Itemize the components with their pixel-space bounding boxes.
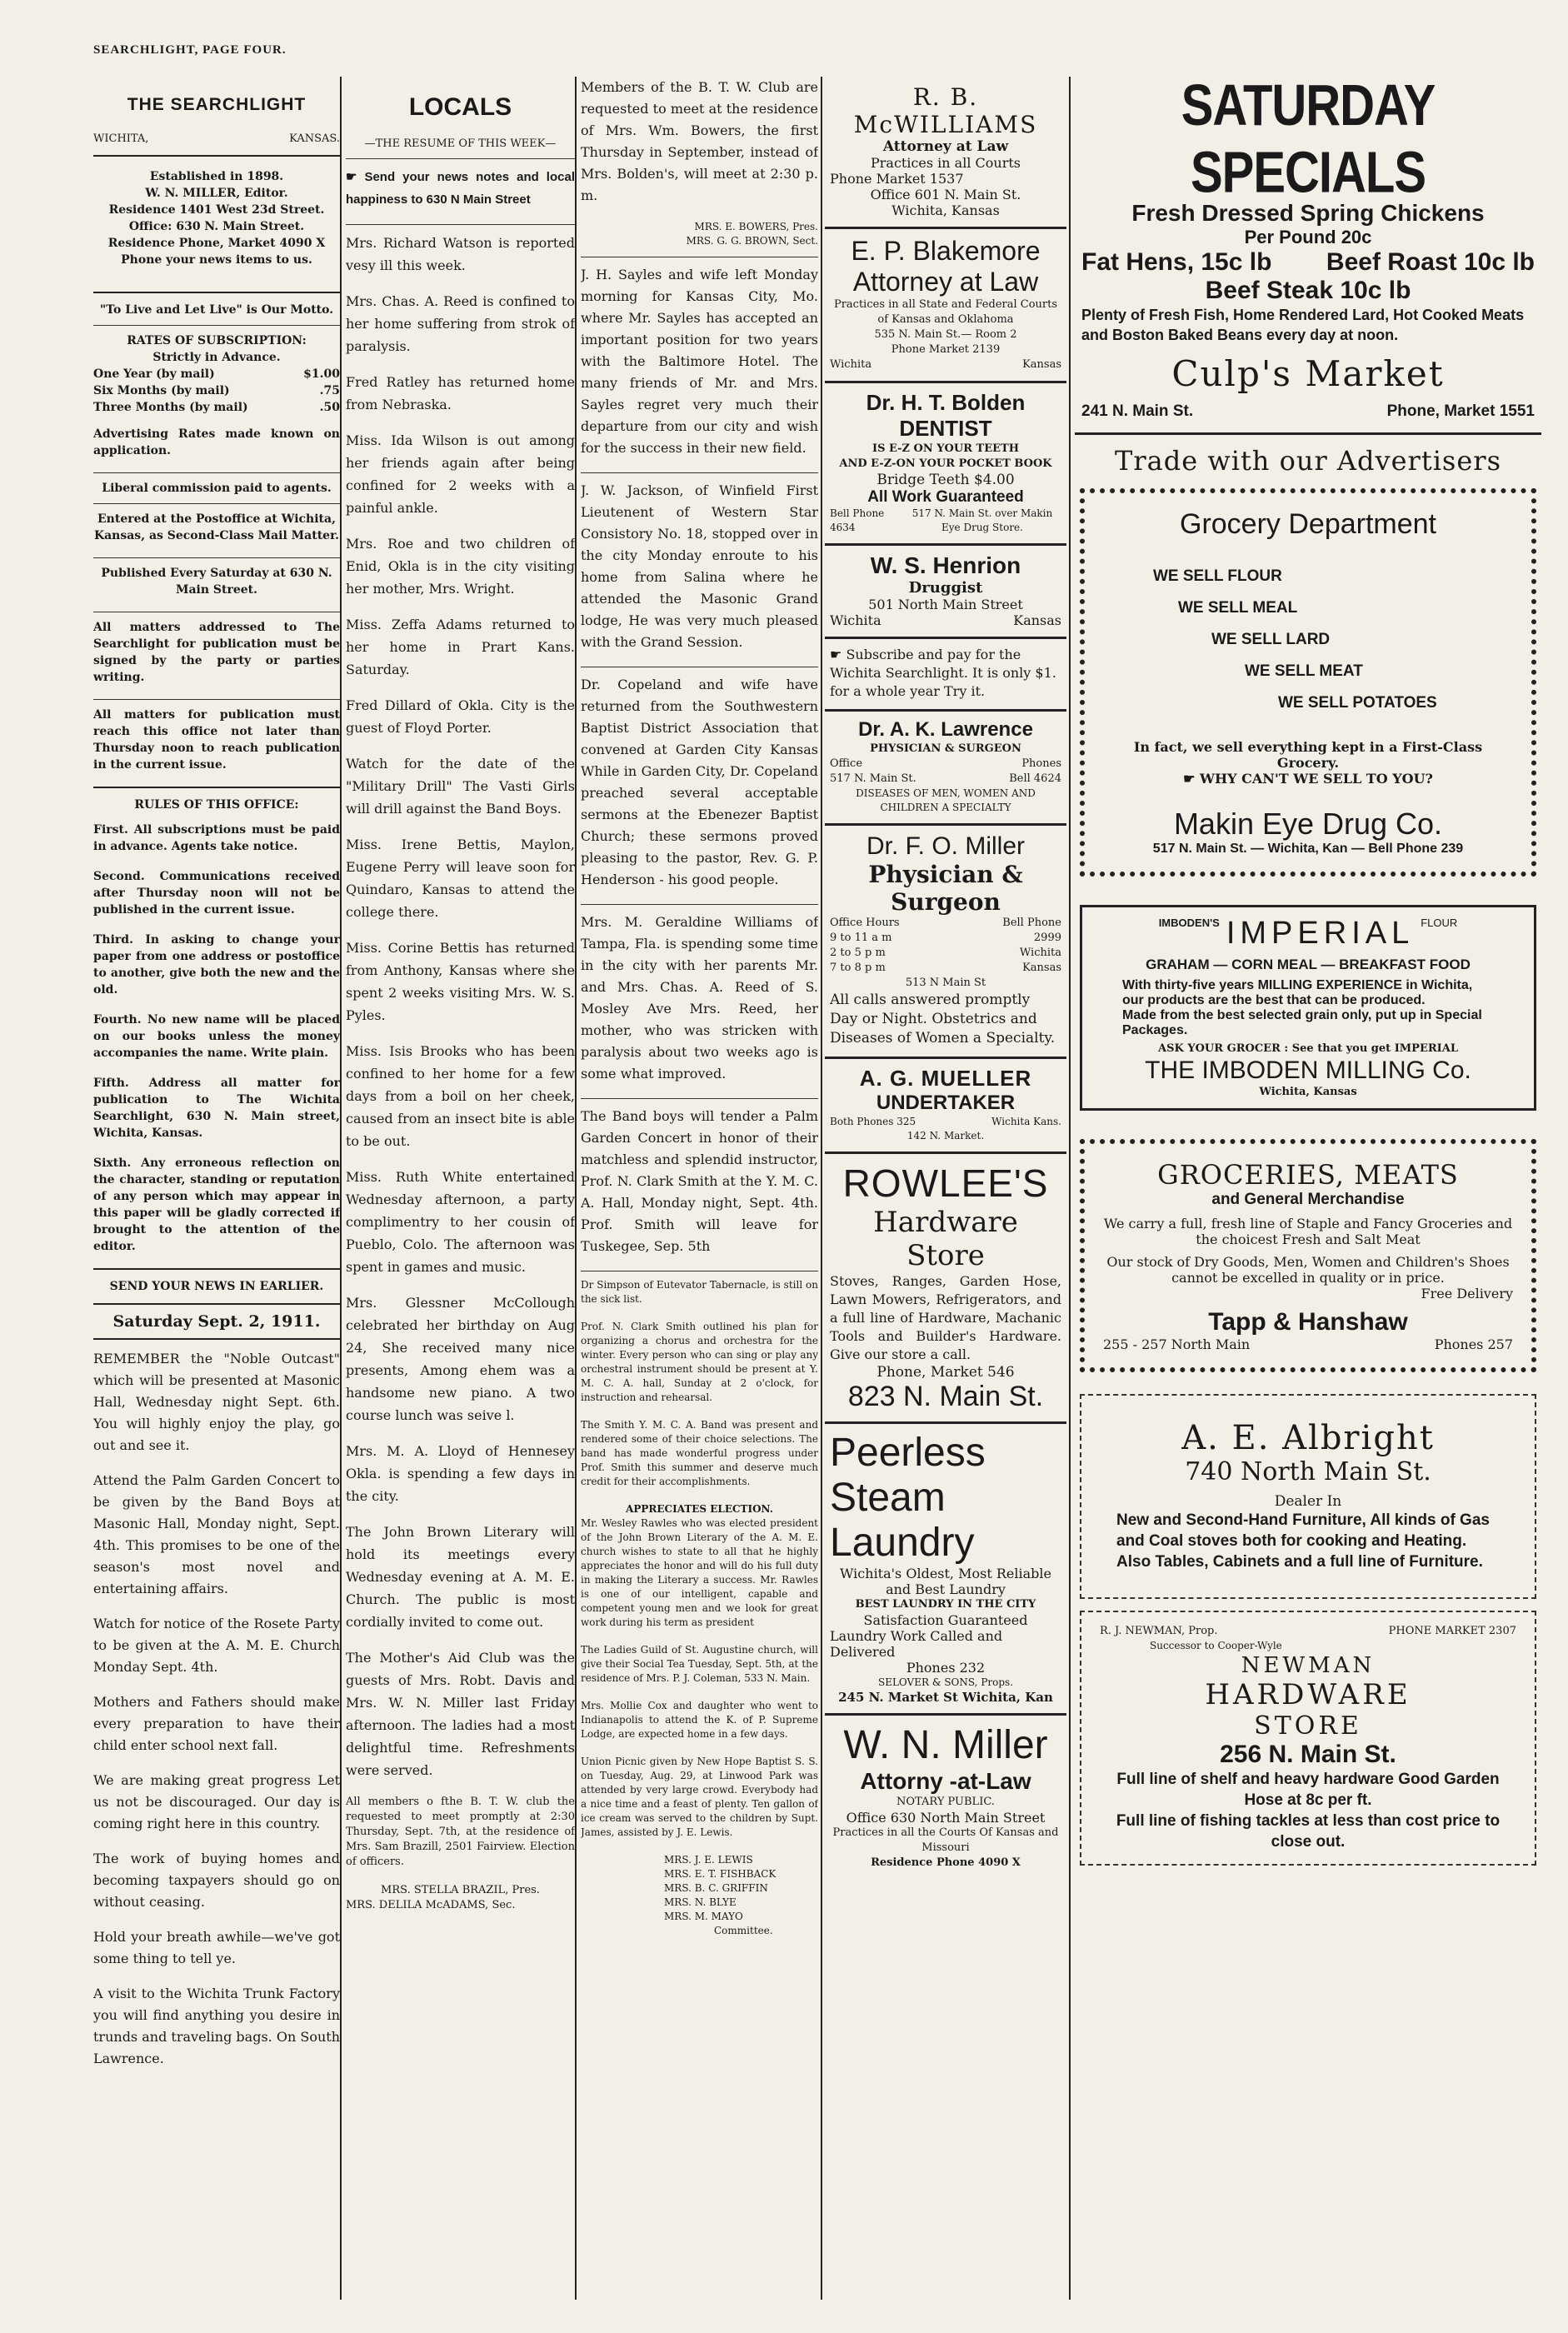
local-item: Fred Ratley has returned home from Nebraska. [346, 374, 575, 412]
editor: W. N. MILLER, Editor. [145, 187, 288, 200]
phone-news: Phone your news items to us. [121, 253, 312, 267]
masthead-title: THE SEARCHLIGHT [127, 95, 307, 114]
published: Published Every Saturday at 630 N. Main Street. [101, 567, 332, 597]
running-head: SEARCHLIGHT, PAGE FOUR. [93, 43, 287, 57]
local-item: Miss. Irene Bettis, Maylon, Eugene Perry will leave soon for Quindaro, Kansas to attend the college there. [346, 837, 575, 920]
news-small: The Ladies Guild of St. Augustine church, will give their Social Tea Tuesday, Sept. 5th, at the residence of Mrs. P. J. Coleman, 533 N. Main. [581, 1644, 818, 1684]
rules-title: RULES OF THIS OFFICE: [134, 798, 299, 812]
column-rule [575, 77, 577, 2300]
masthead-place: WICHITA, KANSAS. [93, 132, 340, 145]
rule-item: Sixth. Any erroneous reflection on the character, standing or reputation of any person which may appear in this paper will be gladly corrected if brought to the attention of the editor. [93, 1157, 340, 1253]
ad-blakemore: E. P. Blakemore Attorney at Law Practices in all State and Federal Courts of Kansas and Oklahoma 535 N. Main St.— Room 2 Phone Market 2139 Wichita Kansas [825, 229, 1066, 383]
locals-column [346, 77, 575, 2316]
ad-dr-miller: Dr. F. O. Miller Physician & Surgeon Office Hours Bell Phone 9 to 11 a m 2999 2 to 5 p m Wichita 7 to 8 p m Kansas 513 N Main St All calls answered promptly Day or Night. Obstetrics and Diseases of Women a Specialty. [825, 826, 1066, 1059]
entered: Entered at the Postoffice at Wichita, Kansas, as Second-Class Mail Matter. [93, 512, 340, 542]
btw-notice: All members o fthe B. T. W. club the requested to meet promptly at 2:30 Thursday, Sept. 7th, at the residence of Mrs. Sam Brazill, 2501 Fairview. Election of officers. [346, 1796, 575, 1868]
ad-wn-miller: W. N. Miller Attorny -at-Law NOTARY PUBLIC. Office 630 North Main Street Practices in all the Courts Of Kansas and Missouri Residence Phone 4090 X [832, 1723, 1059, 1869]
rates-sub: Strictly in Advance. [152, 351, 281, 364]
ad-mueller: A. G. MUELLER UNDERTAKER Both Phones 325 Wichita Kans. 142 N. Market. [825, 1059, 1066, 1154]
editorials [93, 1348, 340, 2070]
ad-newman: R. J. NEWMAN, Prop. PHONE MARKET 2307 Successor to Cooper-Wyle NEWMAN HARDWARE STORE 256 N. Main St. Full line of shelf and heavy hardware Good Garden Hose at 8c per ft. Full line of fishing tackles at less than cost price to close out. [1080, 1611, 1536, 1866]
rate-row: Three Months (by mail) .50 [93, 401, 340, 414]
local-item: Fred Dillard of Okla. City is the guest of Floyd Porter. [346, 697, 575, 736]
column-rule [821, 77, 822, 2300]
send-news: SEND YOUR NEWS IN EARLIER. [109, 1280, 324, 1293]
appreciates-title: APPRECIATES ELECTION. [626, 1503, 773, 1515]
grocery-items: WE SELL FLOUR WE SELL MEAL WE SELL LARD WE SELL MEAT WE SELL POTATOES [1153, 567, 1437, 712]
editorial-item: Mothers and Fathers should make every preparation to have their child enter school next fall. [93, 1694, 340, 1753]
editorial-item: Watch for notice of the Rosete Party to be given at the A. M. E. Church Monday Sept. 4th. [93, 1616, 340, 1675]
btw-signature: MRS. STELLA BRAZIL, Pres. [381, 1884, 540, 1896]
news-small: Mrs. Mollie Cox and daughter who went to Indianapolis to attend the K. of P. Supreme Lodge, are expected home in a few days. [581, 1700, 818, 1740]
local-item: Miss. Corine Bettis has returned from Anthony, Kansas where she spent 2 weeks visiting Mrs. W. S. Pyles. [346, 940, 575, 1023]
local-item: Mrs. Chas. A. Reed is confined to her home suffering from strok of paralysis. [346, 293, 575, 354]
news-small: Dr Simpson of Eutevator Tabernacle, is still on the sick list. [581, 1279, 818, 1305]
news-item: Members of the B. T. W. Club are requested to meet at the residence of Mrs. Wm. Bowers, the first Thursday in September, instead of Mrs. Bolden's, will meet at 2:30 p. m. [581, 79, 818, 203]
news-small: Prof. N. Clark Smith outlined his plan for organizing a chorus and orchestra for the winter. Every person who can sing or play any orchestral instrument should be present at Y. M. C. A. hall, Sunday at 2 o'clock, for instruction and rehearsal. [581, 1321, 818, 1403]
rule-item: Fourth. No new name will be placed on our books unless the money accompanies the name. Write plain. [93, 1013, 340, 1060]
btw-signature: MRS. DELILA McADAMS, Sec. [346, 1899, 516, 1911]
advertising: Advertising Rates made known on application. [93, 427, 340, 457]
business-card-column [825, 77, 1066, 2316]
pointing-hand-icon: ☛ [346, 170, 365, 184]
signature: MRS. E. BOWERS, Pres. [694, 221, 818, 232]
ad-peerless-laundry: Peerless Steam Laundry Wichita's Oldest, Most Reliable and Best Laundry BEST LAUNDRY IN THE CITY Satisfaction Guaranteed Laundry Work Called and Delivered Phones 232 SELOVER & SONS, Props. 245 N. Market St Wichita, Kan [825, 1424, 1066, 1716]
issue-date: Saturday Sept. 2, 1911. [112, 1312, 321, 1331]
committee-list: MRS. J. E. LEWIS MRS. E. T. FISHBACK MRS. B. C. GRIFFIN MRS. N. BLYE MRS. M. MAYO Committee. [664, 1854, 777, 1936]
column-rule [340, 77, 342, 2300]
editorial-item: A visit to the Wichita Trunk Factory you will find anything you desire in trunds and traveling bags. On South Lawrence. [93, 1986, 340, 2066]
ad-grocery-department: Grocery Department WE SELL FLOUR WE SELL MEAL WE SELL LARD WE SELL MEAT WE SELL POTATOES In fact, we sell everything kept in a First-Class Grocery. ☛ WHY CAN'T WE SELL TO YOU? Makin Eye Drug Co. 517 N. Main St. — Wichita, Kan — Bell Phone 239 [1080, 488, 1536, 877]
locals-subtitle: —THE RESUME OF THIS WEEK— [364, 137, 557, 150]
trade-banner: Trade with our Advertisers [1115, 445, 1501, 477]
local-item: The Mother's Aid Club was the guests of Mrs. Robt. Davis and Mrs. W. N. Miller last Friday afternoon. The ladies had a most delightful time. Refreshments were served. [346, 1650, 575, 1778]
editorial-item: We are making great progress Let us not be discouraged. Our day is coming right here in this country. [93, 1772, 340, 1831]
subscribe-notice: ☛ Subscribe and pay for the Wichita Searchlight. It is only $1. for a whole year Try it. [825, 639, 1066, 712]
rate-row: Six Months (by mail) .75 [93, 384, 340, 397]
rate-row: One Year (by mail) $1.00 [93, 367, 340, 381]
phone: Residence Phone, Market 4090 X [107, 237, 326, 250]
ad-saturday-specials: SATURDAY SPECIALS Fresh Dressed Spring Chickens Per Pound 20c Fat Hens, 15c lb Beef Roast 10c lb Beef Steak 10c lb Plenty of Fresh Fish, Home Rendered Lard, Hot Cooked Meats and Boston Baked Beans every day at noon. Culp's Market 241 N. Main St. Phone, Market 1551 [1075, 83, 1541, 435]
ad-tapp-hanshaw: GROCERIES, MEATS and General Merchandise We carry a full, fresh line of Staple and Fancy Groceries and the choicest Fresh and Salt Meat Our stock of Dry Goods, Men, Women and Children's Shoes cannot be excelled in quality or in price. Free Delivery Tapp & Hanshaw 255 - 257 North Main Phones 257 [1080, 1139, 1536, 1372]
office: Office: 630 N. Main Street. [128, 220, 305, 233]
ad-lawrence: Dr. A. K. Lawrence PHYSICIAN & SURGEON Office Phones 517 N. Main St. Bell 4624 DISEASES OF MEN, WOMEN AND CHILDREN A SPECIALTY [825, 712, 1066, 826]
news-item: J. W. Jackson, of Winfield First Lieutenent of Western Star Consistory No. 18, stopped over in the city Monday enroute to his home from Salina where he attended the Masonic Grand lodge, He was very much pleased with the Grand Session. [581, 482, 818, 650]
ad-rowlee: ROWLEE'S Hardware Store Stoves, Ranges, Garden Hose, Lawn Mowers, Refrigerators, and a full line of Hardware, Machanic Tools and Builder's Hardware. Give our store a call. Phone, Market 546 823 N. Main St. [825, 1154, 1066, 1424]
news-item: J. H. Sayles and wife left Monday morning for Kansas City, Mo. where Mr. Sayles has accepted an important position for two years with the Baltimore Hotel. The many friends of Mr. and Mrs. Sayles regret very much their departure from our city and wish for the success in their new field. [581, 267, 818, 456]
news-small: The Smith Y. M. C. A. Band was present and rendered some of their choice selections. The band has made wonderful progress under Prof. Smith this summer and deserve much credit for their accomplishments. [581, 1419, 818, 1487]
local-item: The John Brown Literary will hold its meetings every Wednesday evening at A. M. E. Church. The public is most cordially invited to come out. [346, 1524, 575, 1630]
editorial-item: Attend the Palm Garden Concert to be given by the Band Boys at Masonic Hall, Monday night, Sept. 4th. This promises to be one of the season's most novel and entertaining affairs. [93, 1472, 340, 1596]
local-item: Watch for the date of the "Military Drill" The Vasti Girls will drill against the Band Boys. [346, 756, 575, 817]
editorial-item: REMEMBER the "Noble Outcast" which will be presented at Masonic Hall, Wednesday night Sept. 6th. You will highly enjoy the play, go out and see it. [93, 1351, 340, 1453]
locals-title: LOCALS [408, 93, 512, 121]
ad-mcwilliams: R. B. McWILLIAMS Attorney at Law Practices in all Courts Phone Market 1537 Office 601 N. Main St. Wichita, Kansas [825, 77, 1066, 229]
rates-title: RATES OF SUBSCRIPTION: [127, 334, 307, 347]
matters-1: All matters addressed to The Searchlight for publication must be signed by the party or parties writing. [93, 621, 340, 684]
commission: Liberal commission paid to agents. [102, 482, 332, 495]
news-column [581, 77, 818, 2316]
local-item: Mrs. M. A. Lloyd of Hennesey Okla. is spending a few days in the city. [346, 1443, 575, 1504]
local-item: Mrs. Glessner McCollough celebrated her birthday on Aug 24, She received many nice presents, Among ehem was a handsome new piano. A two course lunch was seive l. [346, 1295, 575, 1423]
local-item: Mrs. Roe and two children of Enid, Okla is in the city visiting her mother, Mrs. Wright. [346, 536, 575, 597]
editorial-item: Hold your breath awhile—we've got some thing to tell ye. [93, 1929, 340, 1966]
local-item: Miss. Ida Wilson is out among her friends again after being confined for 2 weeks with a painful ankle. [346, 432, 575, 516]
news-item: The Band boys will tender a Palm Garden Concert in honor of their matchless and splendid instructor, Prof. N. Clark Smith at the Y. M. C. A. Hall, Monday night, Sept. 4th. Prof. Smith will leave for Tuskegee, Sep. 5th [581, 1108, 818, 1254]
ad-henrion: W. S. Henrion Druggist 501 North Main Street Wichita Kansas [825, 546, 1066, 639]
display-ads-column [1075, 77, 1541, 2316]
local-item: Miss. Ruth White entertained Wednesday afternoon, a party complimentry to her cousin of Pueblo, Colo. The afternoon was spent in games and music. [346, 1169, 575, 1275]
signature: MRS. G. G. BROWN, Sect. [686, 235, 818, 247]
rule-item: Second. Communications received after Thursday noon will not be published in the current issue. [93, 870, 340, 917]
news-item: Mrs. M. Geraldine Williams of Tampa, Fla. is spending some time in the city with her parents Mr. and Mrs. Chas. A. Reed of S. Mosley Ave Mrs. Reed, her mother, who was stricken with paralysis about two weeks ago is some what improved. [581, 914, 818, 1082]
locals-send: ☛ Send your news notes and local happiness to 630 N Main Street [346, 170, 575, 207]
column-rule [1069, 77, 1071, 2300]
appreciates-text: Mr. Wesley Rawles who was elected president of the John Brown Literary of the A. M. E. church wishes to state to all that he highly appreciates the honor and will do his full duty in making the Literary a success. Mr. Rawles is one of our intelligent, capable and competent young men and we look for great work during his term as president [581, 1517, 818, 1628]
local-item: Miss. Isis Brooks who has been confined to her home for a few days from a boil on her cheek, caused from an insect bite is able to be out. [346, 1043, 575, 1149]
motto: "To Live and Let Live" is Our Motto. [99, 303, 334, 317]
ad-bolden: Dr. H. T. Bolden DENTIST IS E-Z ON YOUR TEETH AND E-Z-ON YOUR POCKET BOOK Bridge Teeth $4.00 All Work Guaranteed Bell Phone 4634 517 N. Main St. over Makin Eye Drug Store. [825, 383, 1066, 546]
pointing-hand-icon: ☛ [1183, 771, 1201, 787]
editorial-item: The work of buying homes and becoming taxpayers should go on without ceasing. [93, 1851, 340, 1910]
masthead-column [93, 77, 340, 2316]
rule-item: Third. In asking to change your paper from one address or postoffice to another, give both the new and the old. [93, 933, 340, 997]
rule-item: First. All subscriptions must be paid in advance. Agents take notice. [93, 823, 340, 853]
ad-albright: A. E. Albright 740 North Main St. Dealer In New and Second-Hand Furniture, All kinds of Gas and Coal stoves both for cooking and Heating. Also Tables, Cabinets and a full line of Furniture. [1080, 1394, 1536, 1599]
local-item: Miss. Zeffa Adams returned to her home in Prart Kans. Saturday. [346, 617, 575, 677]
residence: Residence 1401 West 23d Street. [108, 203, 325, 217]
ad-imboden: IMBODEN'S IMPERIAL FLOUR GRAHAM — CORN MEAL — BREAKFAST FOOD With thirty-five years MILLING EXPERIENCE in Wichita, our products are the best that can be produced. Made from the best selected grain only, put up in Special Packages. ASK YOUR GROCER : See that you get IMPERIAL THE IMBODEN MILLING Co. Wichita, Kansas [1080, 905, 1536, 1111]
matters-2: All matters for publication must reach this office not later than Thursday noon to reach publication in the current issue. [93, 708, 340, 772]
rule-item: Fifth. Address all matter for publication to The Wichita Searchlight, 630 N. Main street, Wichita, Kansas. [93, 1077, 340, 1140]
pointing-hand-icon: ☛ [830, 647, 846, 662]
news-small: Union Picnic given by New Hope Baptist S. S. on Tuesday, Aug. 29, at Linwood Park was attended by very large crowd. Everybody had a nice time and a feast of plenty. Ten gallon of ice cream was served to the children by Supt. James, assisted by J. E. Lewis. [581, 1756, 818, 1838]
local-item: Mrs. Richard Watson is reported vesy ill this week. [346, 235, 575, 273]
established: Established in 1898. [149, 170, 284, 183]
news-item: Dr. Copeland and wife have returned from the Southwestern Baptist District Association that convened at Garden City Kansas While in Garden City, Dr. Copeland preached several acceptable sermons at the Ebenezer Baptist Church; these sermons proved pleasing to the pastor, Rev. G. P. Henderson - his good people. [581, 677, 818, 887]
